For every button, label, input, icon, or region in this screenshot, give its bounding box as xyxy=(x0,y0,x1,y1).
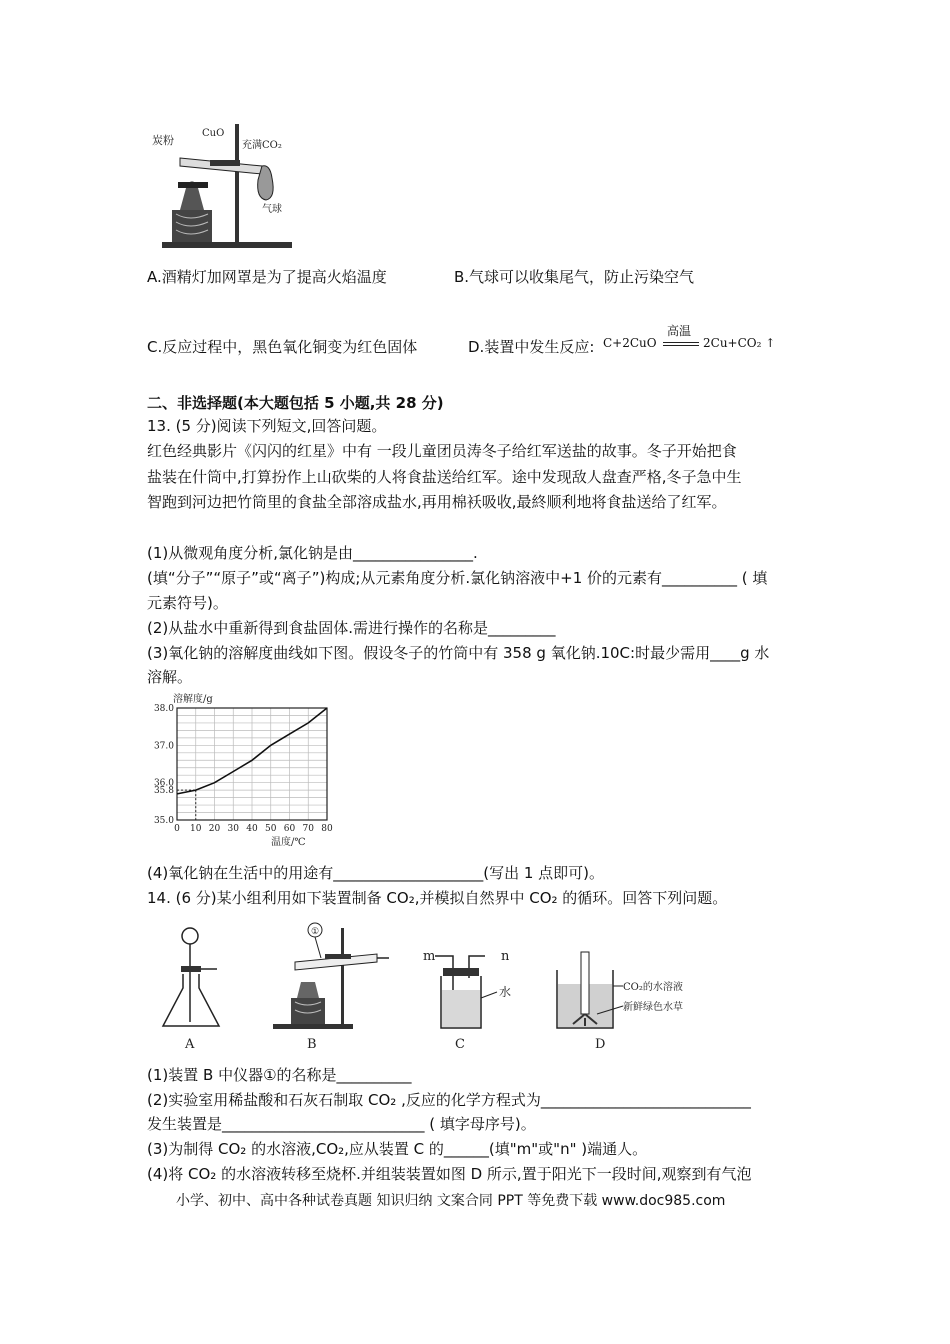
label-carbon-powder: 炭粉 xyxy=(152,134,174,147)
q13-heading: 13. (5 分)阅读下列短文,回答问题。 xyxy=(147,417,387,435)
page-footer: 小学、初中、高中各种试卷真题 知识归纳 文案合同 PPT 等免费下载 www.doc985.com xyxy=(176,1193,726,1209)
q13-sub1-line-3: 元素符号)。 xyxy=(147,594,228,612)
label-co2-filled: 充满CO₂ xyxy=(242,140,282,151)
y-tick-label: 36.0 xyxy=(153,778,174,789)
y-tick-label: 35.0 xyxy=(153,816,174,826)
label-c: C xyxy=(455,1037,465,1052)
q14-sub3: (3)为制得 CO₂ 的水溶液,CO₂,应从装置 C 的______(填"m"或"n" )端通人。 xyxy=(147,1140,648,1158)
label-d: D xyxy=(595,1037,606,1052)
label-circle-1: ① xyxy=(311,927,320,937)
option-b: B.气球可以收集尾气，防止污染空气 xyxy=(454,268,695,286)
y-axis-label: 溶解度/g xyxy=(173,694,213,705)
label-balloon: 气球 xyxy=(262,204,282,215)
q14-sub2-line-1: (2)实验室用稀盐酸和石灰石制取 CO₂ ,反应的化学方程式为____________________________ xyxy=(147,1091,751,1109)
equation-left: C+2CuO xyxy=(603,336,657,350)
carbon-reduction-apparatus-figure xyxy=(150,122,310,252)
apparatus-d xyxy=(557,952,683,1052)
solubility-curve-chart xyxy=(144,690,344,850)
label-green-plant: 新鲜绿色水草 xyxy=(623,1002,683,1013)
x-tick-label: 50 xyxy=(265,824,277,834)
apparatus-b xyxy=(273,923,389,1052)
y-tick-label: 37.0 xyxy=(153,741,174,752)
q13-paragraph-line-2: 盐装在什筒中,打算扮作上山砍柴的人将食盐送给红军。途中发现敌人盘查严格,冬子急中生 xyxy=(147,468,742,486)
q13-sub1-line-2: (填“分子”“原子”或“离子”)构成;从元素角度分析.氯化钠溶液中+1 价的元素有__________ ( 填 xyxy=(147,569,768,587)
label-m: m xyxy=(423,949,436,964)
y-tick-label: 35.8 xyxy=(153,786,174,797)
x-tick-label: 80 xyxy=(321,824,333,834)
option-d: D.装置中发生反应: xyxy=(468,338,595,356)
x-tick-label: 70 xyxy=(302,824,314,834)
label-cuo: CuO xyxy=(202,128,225,139)
apparatus-c xyxy=(423,949,511,1052)
q13-sub3-line-2: 溶解。 xyxy=(147,668,193,686)
label-a: A xyxy=(185,1037,195,1052)
q14-heading: 14. (6 分)某小组利用如下装置制备 CO₂,并模拟自然界中 CO₂ 的循环。回答下列问题。 xyxy=(147,889,728,907)
q13-sub3-line-1: (3)氧化钠的溶解度曲线如下图。假设冬子的竹筒中有 358 g 氧化钠.10C:时最少需用____g 水 xyxy=(147,644,770,662)
q13-paragraph-line-3: 智跑到河边把竹筒里的食盐全部溶成盐水,再用棉袄吸收,最終顺利地将食盐送给了红军。 xyxy=(147,493,727,511)
q13-sub4: (4)氧化钠在生活中的用途有____________________(写出 1 点即可)。 xyxy=(147,864,605,882)
x-tick-label: 0 xyxy=(174,824,180,834)
apparatus-abcd-figure xyxy=(145,918,683,1058)
x-tick-label: 60 xyxy=(283,824,296,834)
label-water: 水 xyxy=(499,985,512,999)
x-tick-label: 40 xyxy=(246,824,258,834)
label-n: n xyxy=(501,949,510,964)
equation-right: 2Cu+CO₂ ↑ xyxy=(703,336,776,350)
label-b: B xyxy=(307,1037,317,1052)
y-tick-label: 38.0 xyxy=(153,704,174,714)
q14-sub4: (4)将 CO₂ 的水溶液转移至烧杯.并组装装置如图 D 所示,置于阳光下一段时间,观察到有气泡 xyxy=(147,1165,752,1183)
x-tick-label: 10 xyxy=(190,824,202,834)
x-tick-label: 30 xyxy=(227,824,239,834)
apparatus-a xyxy=(163,928,219,1052)
q14-sub2-line-2: 发生装置是___________________________ ( 填字母序号)。 xyxy=(147,1115,536,1133)
reaction-equation xyxy=(603,322,778,358)
x-axis-label: 温度/℃ xyxy=(271,837,306,848)
label-co2-solution: CO₂的水溶液 xyxy=(623,982,683,993)
q13-sub2: (2)从盐水中重新得到食盐固体.需进行操作的名称是_________ xyxy=(147,619,556,637)
option-c: C.反应过程中，黑色氧化铜变为红色固体 xyxy=(147,338,418,356)
option-a: A.酒精灯加网罩是为了提高火焰温度 xyxy=(147,268,387,286)
q13-paragraph-line-1: 红色经典影片《闪闪的红星》中有 一段儿童团员涛冬子给红军送盐的故事。冬子开始把食 xyxy=(147,442,737,460)
q13-sub1-line-1: (1)从微观角度分析,氯化钠是由________________. xyxy=(147,544,478,562)
q14-sub1: (1)装置 B 中仪器①的名称是__________ xyxy=(147,1066,412,1084)
x-tick-label: 20 xyxy=(208,824,221,834)
equation-condition: 高温 xyxy=(667,324,692,338)
equation-arrow xyxy=(663,342,699,346)
section-title: 二、非选择题(本大题包括 5 小题,共 28 分) xyxy=(147,394,444,412)
